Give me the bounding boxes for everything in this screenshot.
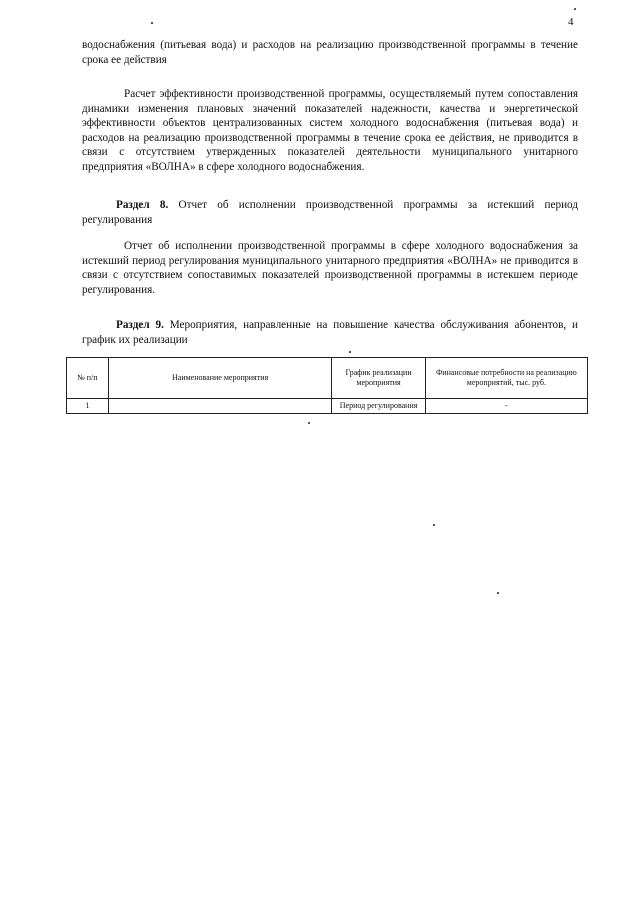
section-8-heading (82, 198, 578, 227)
scan-speck (349, 351, 351, 353)
table-row (67, 399, 588, 414)
page-number: 4 (568, 16, 574, 28)
section-8-title: Отчет об исполнении производственной программы за истекший период регулирования (82, 199, 579, 226)
paragraph-continuation: водоснабжения (питьевая вода) и расходов на реализацию производственной программы в течение срока ее действия (82, 39, 578, 66)
scan-speck (308, 422, 310, 424)
header-finance: Финансовые потребности на реализацию мероприятий, тыс. руб. (425, 358, 587, 399)
scan-speck (433, 524, 435, 526)
scan-speck (574, 8, 576, 10)
section-9-heading (82, 318, 578, 347)
header-num: № п/п (67, 358, 109, 399)
cell-num: 1 (67, 399, 109, 414)
header-name: Наименование мероприятия (108, 358, 332, 399)
section-9-title: Мероприятия, направленные на повышение качества обслуживания абонентов, и график их реализации (82, 319, 578, 346)
cell-schedule: Период регулирования (332, 399, 425, 414)
paragraph-report: Отчет об исполнении производственной программы в сфере холодного водоснабжения за истекший период регулирования муниципального унитарного предприятия «ВОЛНА» не приводится в связи с отсутствием сопоставимых показателей производственной программы в истекшем периоде регулирования. (82, 240, 578, 296)
section-9-label: Раздел 9. (116, 319, 164, 331)
scan-speck (151, 22, 153, 24)
section-8-label: Раздел 8. (116, 199, 169, 211)
cell-finance: - (425, 399, 587, 414)
cell-name (108, 399, 332, 414)
measures-table (66, 357, 588, 414)
table-header-row (67, 358, 588, 399)
scan-speck (497, 592, 499, 594)
paragraph-efficiency: Расчет эффективности производственной программы, осуществляемый путем сопоставления динамики изменения плановых значений показателей надежности, качества и энергетической эффективности объектов централизованных систем холодного водоснабжения (питьевая вода) и расходов на реализацию производственной программы в течение срока ее действия, не приводится в связи с отсутствием утвержденных показателей деятельности муниципального унитарного предприятия «ВОЛНА» в сфере холодного водоснабжения. (82, 88, 578, 173)
header-schedule: График реализации мероприятия (332, 358, 425, 399)
